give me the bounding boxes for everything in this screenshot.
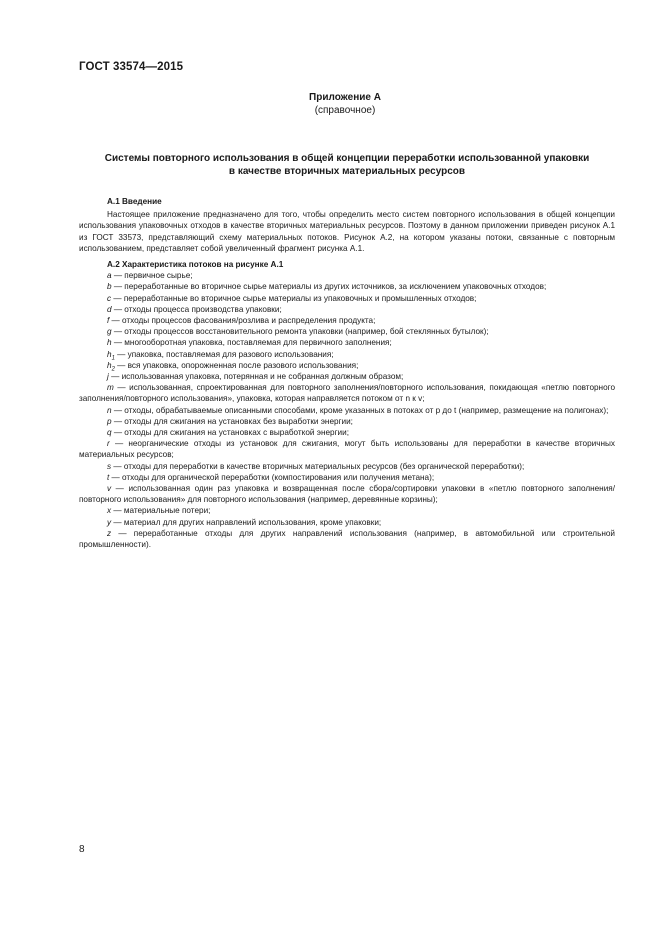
section-heading-intro: А.1 Введение [107, 197, 162, 206]
flow-item [79, 461, 615, 472]
flow-item [79, 416, 615, 427]
flow-description: — отходы для сжигания на установках с выработкой энергии; [111, 428, 349, 438]
flow-description: — материал для других направлений использования, кроме упаковки; [111, 517, 382, 527]
flow-description: — переработанные во вторичное сырье материалы из упаковочных и промышленных отходов; [111, 293, 477, 303]
flow-description: — использованная упаковка, потерянная и не собранная должным образом; [108, 372, 404, 382]
flow-symbol: v [107, 484, 112, 494]
flow-item [79, 382, 615, 404]
flow-symbol: d [107, 304, 112, 314]
flow-symbol: h [107, 360, 112, 370]
flow-item [79, 438, 615, 460]
flow-item [79, 472, 615, 483]
flow-symbol: a [107, 271, 112, 281]
flow-symbol: s [107, 461, 112, 471]
flow-description: — отходы для органической переработки (компостирования или получения метана); [109, 472, 435, 482]
flow-description: — переработанные отходы для других направлений использования (например, в автомобильной или строительной промышленности). [79, 528, 615, 550]
page-number: 8 [79, 844, 85, 855]
appendix-title: Приложение А [309, 92, 381, 103]
flow-symbol-subscript: 2 [111, 366, 115, 373]
flow-item [79, 371, 615, 382]
main-title-line-1: Системы повторного использования в общей концепции переработки использованной упаковки [104, 153, 590, 164]
flow-symbol: j [107, 372, 109, 382]
flow-item [79, 304, 615, 315]
appendix-heading [0, 92, 661, 117]
flow-description: — материальные потери; [111, 506, 211, 516]
flow-description: — неорганические отходы из установок для сжигания, могут быть использованы для переработки в качестве вторичных материальных ресурсов; [79, 439, 615, 460]
flow-item [79, 517, 615, 528]
main-title-line-2: в качестве вторичных материальных ресурсов [228, 166, 466, 177]
document-body [79, 196, 615, 550]
flow-symbol: n [107, 405, 112, 415]
flow-item [79, 427, 615, 438]
flow-symbol: h [107, 338, 112, 348]
flow-description: — отходы для переработки в качестве вторичных материальных ресурсов (без органической переработки); [111, 461, 525, 471]
flow-item [79, 326, 615, 337]
flow-item [79, 293, 615, 304]
flow-item [79, 360, 615, 371]
flow-description: — использованная один раз упаковка и возвращенная после сбора/сортировки упаковки в «петлю повторного заполнения/повторного использования» для повторного использования (например, деревянные корзины); [79, 484, 615, 505]
flow-description: — использованная, спроектированная для повторного заполнения/повторного использования, покидающая «петлю повторного заполнения/повторного использования», упаковка, которая направляется потоком от n к v; [79, 383, 615, 404]
flow-symbol: y [107, 517, 112, 527]
flow-symbol: m [107, 383, 114, 393]
flow-description: — многооборотная упаковка, поставляемая для первичного заполнения; [111, 338, 392, 348]
flow-item [79, 281, 615, 292]
flow-symbol: p [107, 416, 112, 426]
flow-description: — отходы процессов фасования/розлива и распределения продукта; [109, 316, 376, 326]
flow-list [79, 270, 615, 550]
flow-symbol: f [107, 316, 110, 326]
flow-item [79, 505, 615, 516]
flow-symbol: q [107, 428, 112, 438]
flow-symbol: b [107, 282, 112, 292]
flow-symbol: t [107, 472, 110, 482]
section-heading-flows: А.2 Характеристика потоков на рисунке А.1 [107, 260, 284, 270]
flow-symbol: c [107, 293, 112, 303]
flow-symbol-subscript: 1 [111, 355, 115, 362]
flow-item [79, 349, 615, 360]
flow-symbol: h [107, 349, 112, 359]
flow-description: — отходы для сжигания на установках без выработки энергии; [111, 416, 353, 426]
flow-description: — отходы процессов восстановительного ремонта упаковки (например, бой стеклянных бутылок); [111, 327, 489, 337]
flow-item [79, 528, 615, 550]
flow-symbol: g [107, 327, 112, 337]
flow-symbol: x [107, 506, 112, 516]
main-title [79, 152, 615, 178]
flow-item [79, 315, 615, 326]
appendix-subtitle: (справочное) [314, 104, 376, 116]
document-id: ГОСТ 33574—2015 [79, 61, 184, 73]
flow-item [79, 337, 615, 348]
flow-description: — отходы, обрабатываемые описанными способами, кроме указанных в потоках от p до t (например, размещение на полигонах); [111, 405, 609, 415]
flow-symbol: r [107, 439, 110, 449]
flow-description: — отходы процесса производства упаковки; [111, 304, 282, 314]
flow-description: — первичное сырье; [111, 271, 193, 281]
flow-description: — вся упаковка, опорожненная после разового использования; [114, 360, 359, 370]
flow-description: — переработанные во вторичное сырье материалы из других источников, за исключением упаковочных отходов; [111, 282, 547, 292]
flow-item [79, 483, 615, 505]
flow-item [79, 270, 615, 281]
intro-paragraph: Настоящее приложение предназначено для того, чтобы определить место систем повторного использования в общей концепции использования упаковочных отходов в качестве вторичных материальных ресурсов. Поэтому в данном приложении приведен рисунок А.1 из ГОСТ 33573, представляющий схему материальных потоков. Рисунок А.2, на котором указаны потоки, связанные с повторным использованием, представляет собой увеличенный фрагмент рисунка А.1. [79, 210, 615, 253]
flow-description: — упаковка, поставляемая для разового использования; [114, 349, 334, 359]
flow-symbol: z [107, 528, 112, 538]
flow-item [79, 405, 615, 416]
